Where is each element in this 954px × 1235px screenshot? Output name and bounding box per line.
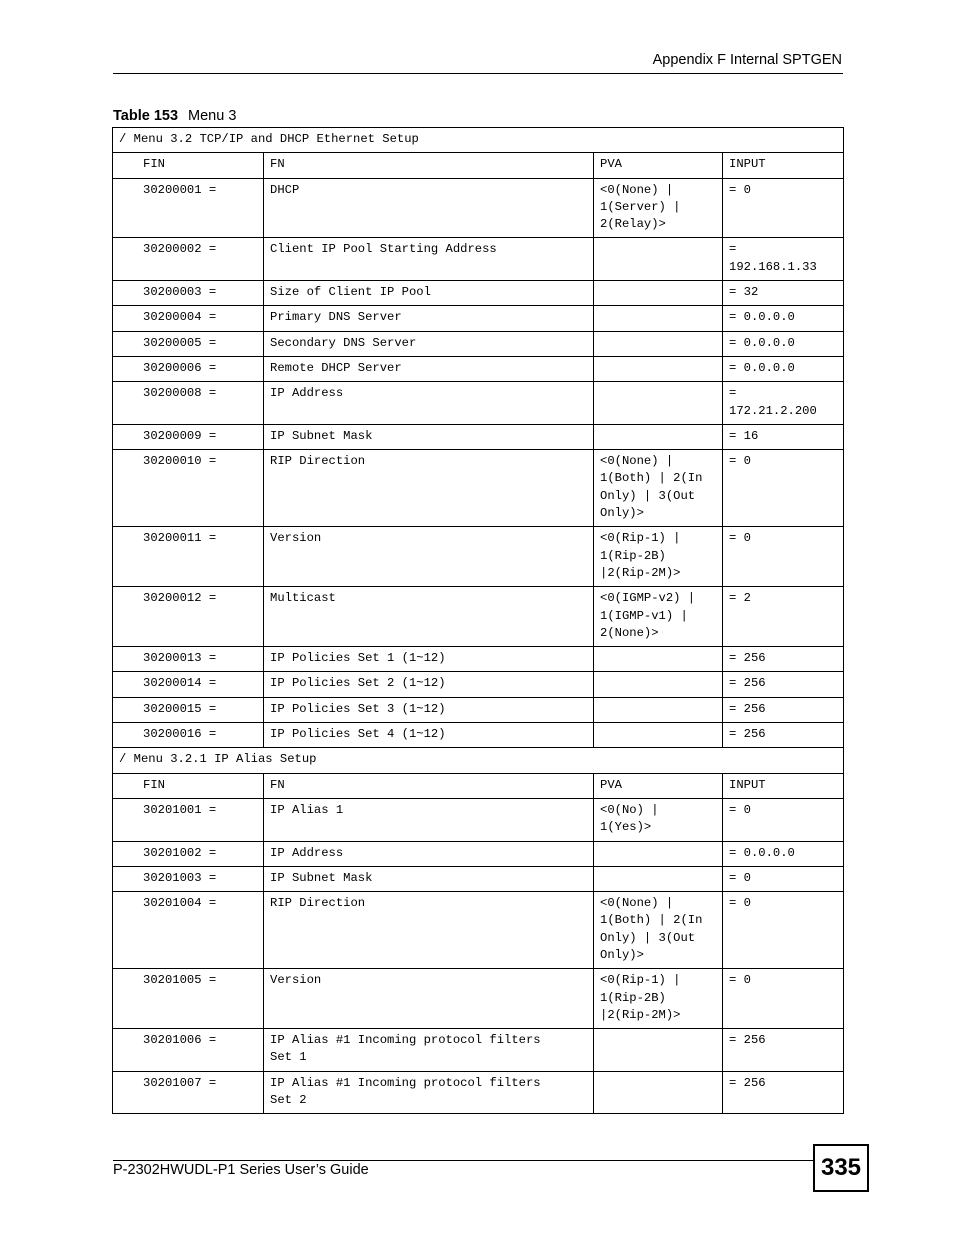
input-cell: = 256 [723,1071,844,1114]
column-header-pva: PVA [594,773,723,798]
fin-cell: 30201003 = [113,866,264,891]
fn-cell: IP Alias #1 Incoming protocol filters Set 1 [264,1029,594,1072]
fin-cell: 30200016 = [113,723,264,748]
fn-cell: Remote DHCP Server [264,356,594,381]
pva-cell [594,238,723,281]
fn-cell: IP Alias #1 Incoming protocol filters Set 2 [264,1071,594,1114]
fn-cell: IP Subnet Mask [264,424,594,449]
table-row [113,798,844,841]
section-title: / Menu 3.2 TCP/IP and DHCP Ethernet Setup [113,128,844,153]
pva-cell [594,331,723,356]
page-number: 335 [813,1144,869,1192]
table-caption [113,108,236,124]
fn-cell: Client IP Pool Starting Address [264,238,594,281]
table-row [113,356,844,381]
input-cell: = 0.0.0.0 [723,331,844,356]
input-cell: = 0.0.0.0 [723,306,844,331]
input-cell: = 256 [723,697,844,722]
fin-cell: 30200003 = [113,281,264,306]
input-cell: = 16 [723,424,844,449]
fn-cell: IP Policies Set 4 (1~12) [264,723,594,748]
fin-cell: 30200002 = [113,238,264,281]
input-cell: = 0 [723,450,844,527]
fin-cell: 30200015 = [113,697,264,722]
table-row [113,1071,844,1114]
pva-cell [594,1071,723,1114]
column-header-fn: FN [264,773,594,798]
footer-rule [113,1160,813,1161]
fn-cell: RIP Direction [264,892,594,969]
table-row [113,723,844,748]
pva-cell [594,382,723,425]
table-row [113,866,844,891]
table-row [113,424,844,449]
fin-cell: 30201004 = [113,892,264,969]
footer-guide-title: P-2302HWUDL-P1 Series User’s Guide [113,1162,369,1178]
fn-cell: Multicast [264,587,594,647]
column-header-input: INPUT [723,773,844,798]
fn-cell: Version [264,969,594,1029]
table-row [113,527,844,587]
fin-cell: 30200009 = [113,424,264,449]
fn-cell: IP Address [264,841,594,866]
fn-cell: Secondary DNS Server [264,331,594,356]
table-row [113,969,844,1029]
fin-cell: 30200005 = [113,331,264,356]
input-cell: = 192.168.1.33 [723,238,844,281]
pva-cell [594,1029,723,1072]
fn-cell: Primary DNS Server [264,306,594,331]
pva-cell [594,866,723,891]
table-row [113,697,844,722]
fin-cell: 30201001 = [113,798,264,841]
table-row [113,450,844,527]
fin-cell: 30201007 = [113,1071,264,1114]
section-title-row [113,748,844,773]
input-cell: = 256 [723,1029,844,1072]
section-title-row [113,128,844,153]
input-cell: = 0 [723,798,844,841]
input-cell: = 256 [723,672,844,697]
pva-cell: <0(None) | 1(Both) | 2(In Only) | 3(Out Only)> [594,450,723,527]
pva-cell [594,281,723,306]
fin-cell: 30200010 = [113,450,264,527]
fin-cell: 30201006 = [113,1029,264,1072]
fn-cell: IP Address [264,382,594,425]
section-title: / Menu 3.2.1 IP Alias Setup [113,748,844,773]
table-row [113,331,844,356]
pva-cell: <0(None) | 1(Server) | 2(Relay)> [594,178,723,238]
fin-cell: 30200006 = [113,356,264,381]
pva-cell [594,672,723,697]
input-cell: = 172.21.2.200 [723,382,844,425]
fin-cell: 30200013 = [113,647,264,672]
fin-cell: 30200014 = [113,672,264,697]
pva-cell [594,723,723,748]
pva-cell: <0(IGMP-v2) | 1(IGMP-v1) | 2(None)> [594,587,723,647]
fn-cell: DHCP [264,178,594,238]
fn-cell: RIP Direction [264,450,594,527]
column-header-fin: FIN [113,773,264,798]
fin-cell: 30200001 = [113,178,264,238]
fin-cell: 30200011 = [113,527,264,587]
pva-cell [594,697,723,722]
column-header-row [113,773,844,798]
pva-cell [594,356,723,381]
input-cell: = 32 [723,281,844,306]
fin-cell: 30201002 = [113,841,264,866]
pva-cell [594,306,723,331]
table-row [113,1029,844,1072]
table-row [113,382,844,425]
input-cell: = 0 [723,866,844,891]
fn-cell: IP Policies Set 3 (1~12) [264,697,594,722]
table-row [113,647,844,672]
fn-cell: IP Policies Set 2 (1~12) [264,672,594,697]
column-header-input: INPUT [723,153,844,178]
input-cell: = 0.0.0.0 [723,841,844,866]
column-header-fin: FIN [113,153,264,178]
table-caption-label: Table 153 [113,108,179,124]
input-cell: = 2 [723,587,844,647]
pva-cell: <0(None) | 1(Both) | 2(In Only) | 3(Out Only)> [594,892,723,969]
menu-table [112,127,844,1114]
table-row [113,238,844,281]
table-caption-title: Menu 3 [188,108,237,124]
pva-cell: <0(Rip-1) | 1(Rip-2B) |2(Rip-2M)> [594,969,723,1029]
pva-cell [594,424,723,449]
table-row [113,672,844,697]
fin-cell: 30200012 = [113,587,264,647]
fn-cell: IP Subnet Mask [264,866,594,891]
input-cell: = 256 [723,723,844,748]
pva-cell: <0(Rip-1) | 1(Rip-2B) |2(Rip-2M)> [594,527,723,587]
input-cell: = 256 [723,647,844,672]
table-row [113,178,844,238]
pva-cell [594,841,723,866]
header-rule [113,73,843,74]
pva-cell [594,647,723,672]
column-header-fn: FN [264,153,594,178]
fin-cell: 30200008 = [113,382,264,425]
input-cell: = 0 [723,527,844,587]
input-cell: = 0 [723,969,844,1029]
table-row [113,892,844,969]
fn-cell: Version [264,527,594,587]
table-row [113,281,844,306]
fn-cell: Size of Client IP Pool [264,281,594,306]
fin-cell: 30200004 = [113,306,264,331]
table-row [113,841,844,866]
table-row [113,306,844,331]
page-header-title: Appendix F Internal SPTGEN [652,52,842,68]
input-cell: = 0 [723,178,844,238]
input-cell: = 0 [723,892,844,969]
fin-cell: 30201005 = [113,969,264,1029]
column-header-row [113,153,844,178]
column-header-pva: PVA [594,153,723,178]
fn-cell: IP Policies Set 1 (1~12) [264,647,594,672]
fn-cell: IP Alias 1 [264,798,594,841]
table-row [113,587,844,647]
input-cell: = 0.0.0.0 [723,356,844,381]
pva-cell: <0(No) | 1(Yes)> [594,798,723,841]
